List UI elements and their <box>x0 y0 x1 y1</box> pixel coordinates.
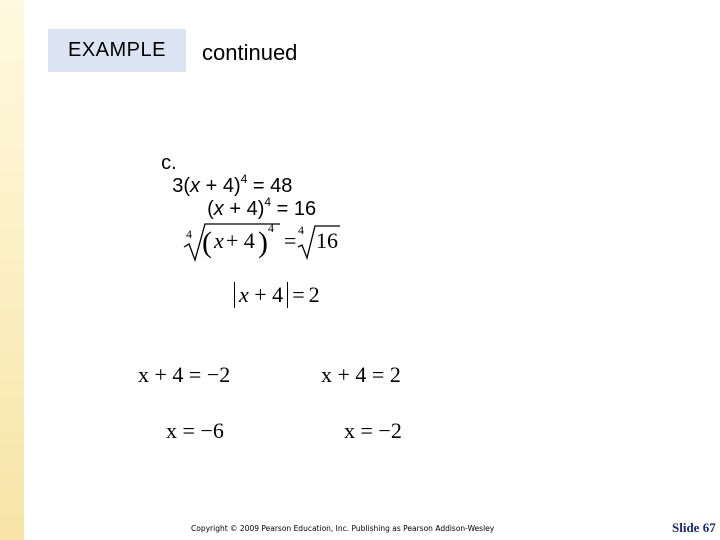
root-inner-exponent: 4 <box>268 221 274 235</box>
root-inner-left: x <box>214 228 224 253</box>
problem-line-1: c. $3(x + 4)^4 = 48$ <box>161 152 293 197</box>
case-left-solution: x = −6 <box>166 418 224 443</box>
root-index-right: 4 <box>298 223 304 237</box>
case-right-solution: x = −2 <box>344 418 402 443</box>
problem-line-2: $(x + 4)^4 = 16$ <box>207 195 317 220</box>
case-right-equation: x + 4 = 2 <box>321 362 401 387</box>
root-inner-plus: + 4 <box>226 228 255 253</box>
side-decor-bar <box>0 0 24 540</box>
case-left-equation: x + 4 = −2 <box>138 362 231 387</box>
abs-value: 2 <box>308 282 320 307</box>
continued-label: continued <box>202 40 298 65</box>
open-paren: ( <box>202 226 212 259</box>
example-badge: EXAMPLE <box>48 29 186 72</box>
exponent: 4 <box>240 172 248 186</box>
copyright-footer: Copyright © 2009 Pearson Education, Inc. Publishing as Pearson Addison-Wesley <box>191 524 495 533</box>
slide-number: Slide 67 <box>672 520 716 535</box>
root-index-left: 4 <box>186 227 192 241</box>
close-paren: ) <box>258 226 268 259</box>
root-inner-right: 16 <box>316 228 338 253</box>
equals-sign: = <box>284 228 297 253</box>
exponent: 4 <box>264 195 272 209</box>
absolute-value-equation: x + 4 = 2 <box>234 282 320 308</box>
problem-label: c. <box>161 152 177 174</box>
radical-equation <box>180 220 345 265</box>
